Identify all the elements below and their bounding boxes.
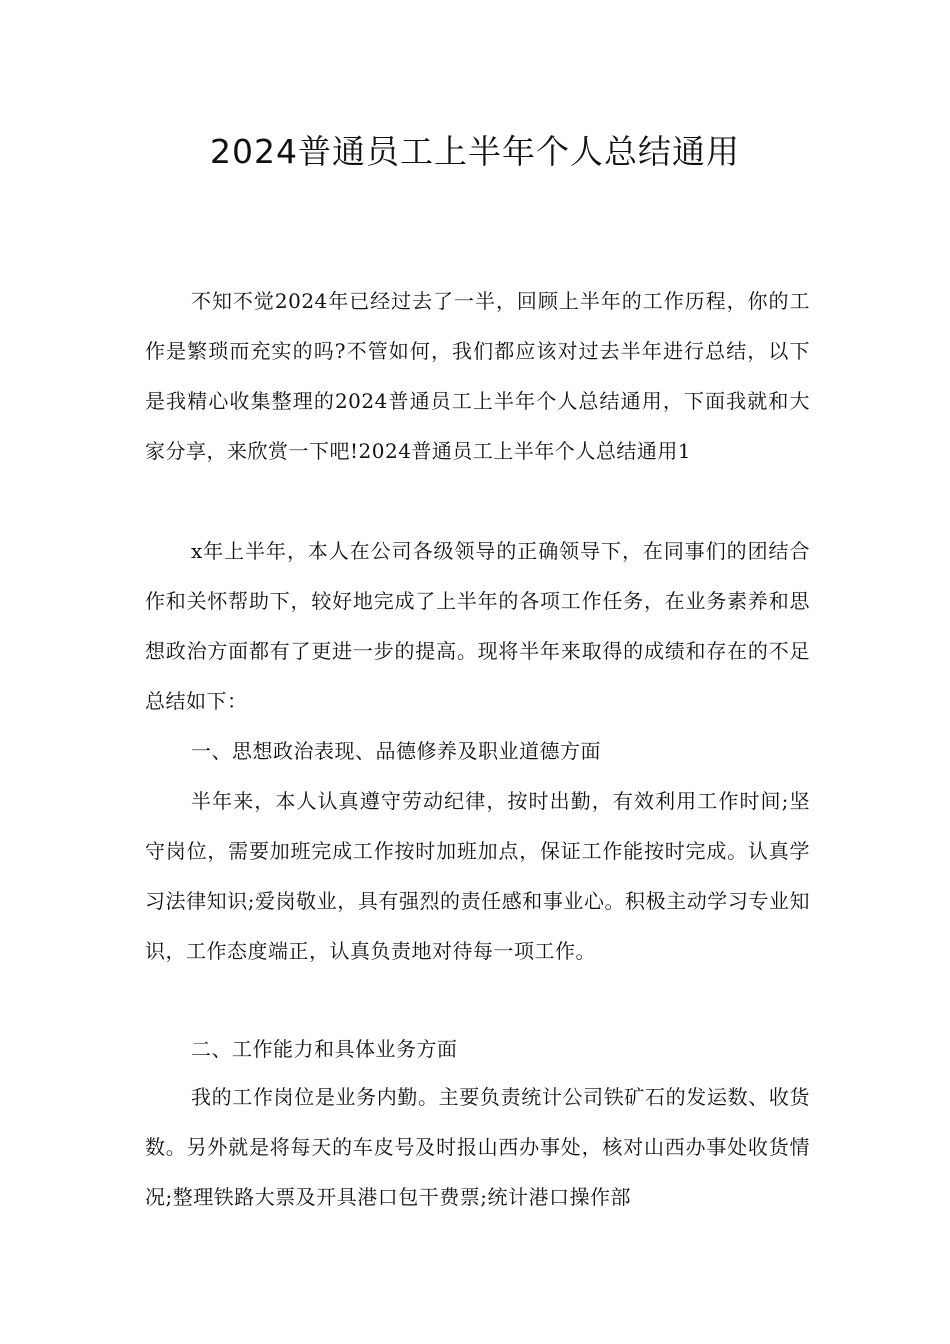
document-title: 2024普通员工上半年个人总结通用: [210, 132, 740, 171]
paragraph-section-2: [145, 1072, 810, 1222]
paragraph-text: 我的工作岗位是业务内勤。主要负责统计公司铁矿石的发运数、收货数。另外就是将每天的车皮号及时报山西办事处，核对山西办事处收货情况;整理铁路大票及开具港口包干费票;统计港口操作部: [145, 1085, 810, 1209]
paragraph-text: x年上半年，本人在公司各级领导的正确领导下，在同事们的团结合作和关怀帮助下，较好地完成了上半年的各项工作任务，在业务素养和思想政治方面都有了更进一步的提高。现将半年来取得的成绩和存在的不足总结如下：: [145, 539, 810, 713]
paragraph-text: 半年来，本人认真遵守劳动纪律，按时出勤，有效利用工作时间;坚守岗位，需要加班完成工作按时加班加点，保证工作能按时完成。认真学习法律知识;爱岗敬业，具有强烈的责任感和事业心。积极主动学习专业知识，工作态度端正，认真负责地对待每一项工作。: [145, 789, 810, 963]
section-heading-2: [145, 1024, 810, 1074]
section-heading-1: [145, 726, 810, 776]
paragraph-intro: [145, 276, 810, 476]
paragraph-section-1: [145, 776, 810, 976]
section-heading-text: 一、思想政治表现、品德修养及职业道德方面: [191, 739, 601, 763]
section-heading-text: 二、工作能力和具体业务方面: [191, 1037, 458, 1061]
paragraph-text: 不知不觉2024年已经过去了一半，回顾上半年的工作历程，你的工作是繁琐而充实的吗?不管如何，我们都应该对过去半年进行总结，以下是我精心收集整理的2024普通员工上半年个人总结通用，下面我就和大家分享，来欣赏一下吧!2024普通员工上半年个人总结通用1: [145, 289, 810, 463]
paragraph-overview: [145, 526, 810, 726]
